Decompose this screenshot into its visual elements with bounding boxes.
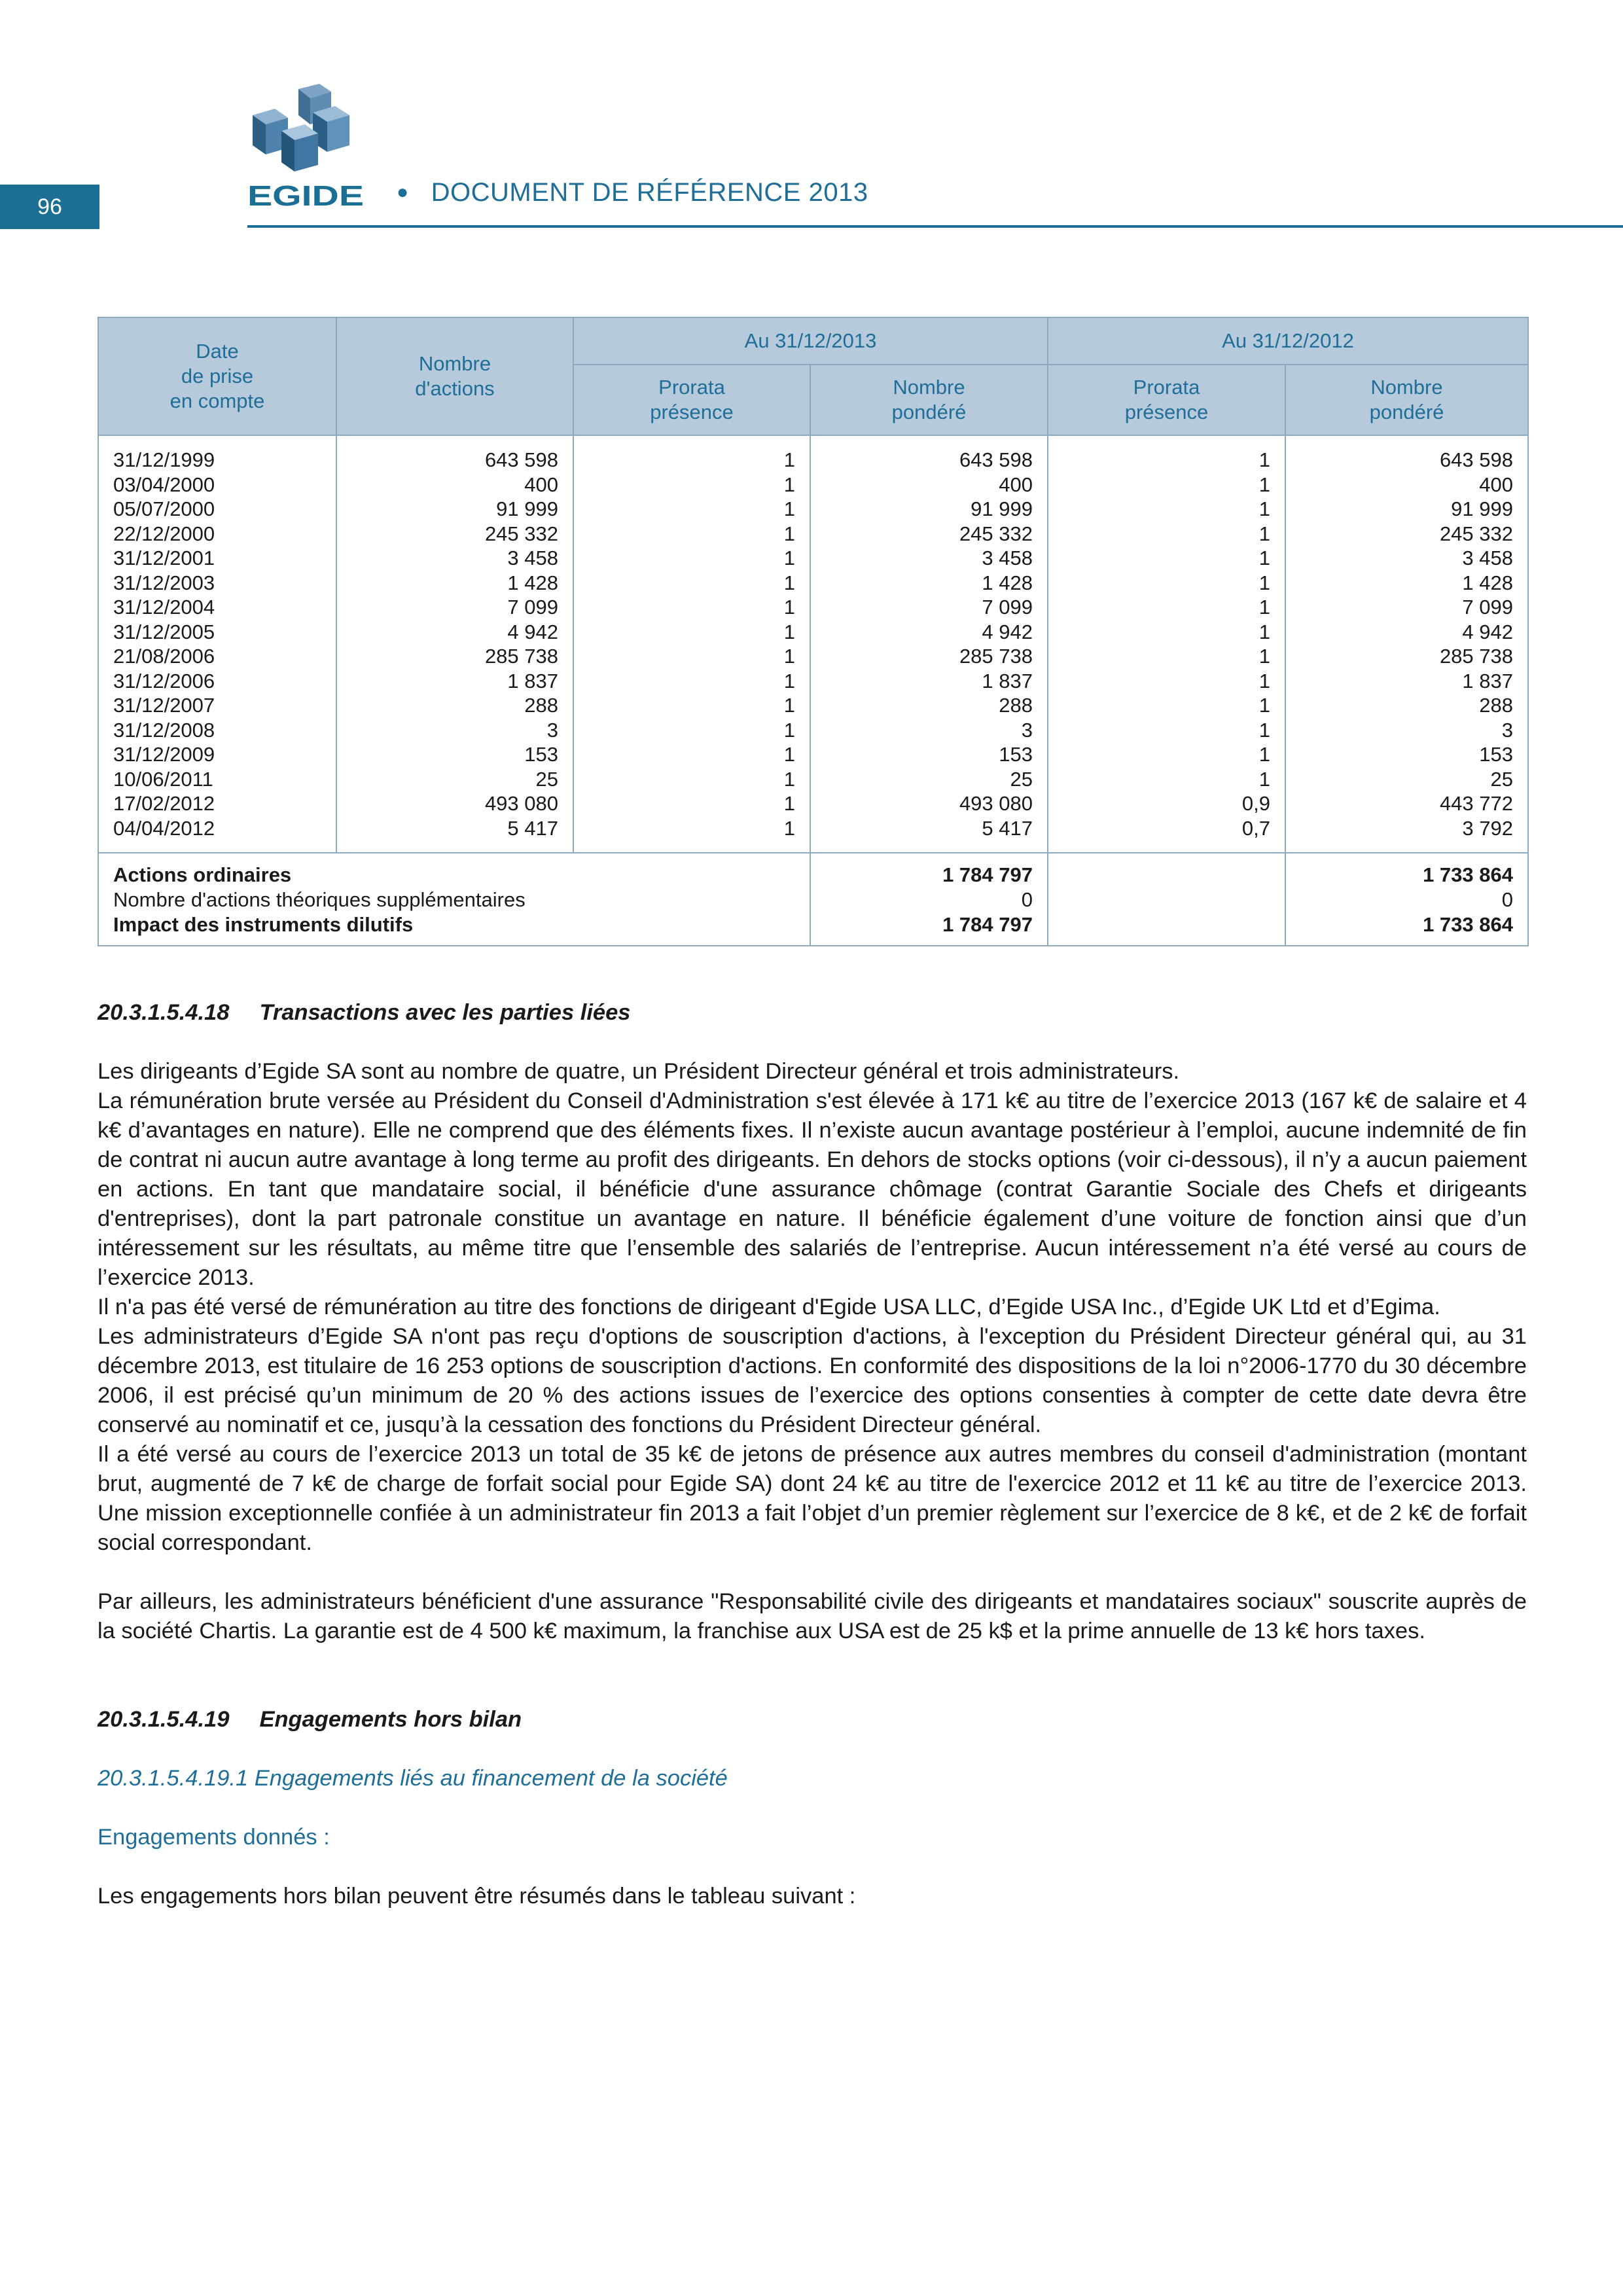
table-cell-p12: 1 [1258, 522, 1270, 545]
table-cell-date: 05/07/2000 [113, 497, 215, 520]
logo-wordmark: EGIDE [247, 180, 364, 208]
value-impact-2012: 1 733 864 [1423, 913, 1513, 936]
table-cell-p13: 1 [783, 497, 795, 520]
table-cell-n12: 3 [1501, 718, 1513, 742]
table-cell-p13: 1 [783, 718, 795, 742]
table-cell-p13: 1 [783, 816, 795, 840]
table-cell-p12: 1 [1258, 547, 1270, 569]
table-cell-n12: 91 999 [1451, 497, 1513, 520]
table-cell-p12: 1 [1258, 767, 1270, 791]
table-cell-date: 17/02/2012 [113, 792, 215, 815]
header-prorata-2012: Prorata présence [1048, 365, 1285, 435]
table-cell-date: 03/04/2000 [113, 473, 215, 496]
summary-values-2013 [810, 853, 1048, 946]
table-cell-p13: 1 [783, 694, 795, 717]
table-cell-p13: 1 [783, 473, 795, 496]
table-cell-n12: 25 [1490, 767, 1513, 791]
table-cell-n13: 493 080 [959, 792, 1033, 815]
table-cell-p13: 1 [783, 522, 795, 545]
value-ordinaires-2013: 1 784 797 [942, 863, 1033, 886]
table-cell-n13: 245 332 [959, 522, 1033, 545]
paragraph: Il n'a pas été versé de rémunération au titre des fonctions de dirigeant d'Egide USA LLC, d’Egide USA Inc., d’Egide UK Ltd et d’Egima. [98, 1295, 1440, 1319]
label-impact-dilutifs: Impact des instruments dilutifs [113, 913, 414, 936]
paragraph: Les administrateurs d’Egide SA n'ont pas reçu d'options de souscription d'actions, à l'exception du Président Directeur général qui, au 31 décembre 2013, est titulaire de 16 253 options de souscription d'actions. En conformité des dispositions de la loi n°2006-1770 du 30 décembre 2006, il est précisé qu’un minimum de 20 % des actions issues de l’exercice des options consenties à compter de cette date devra être conservé au nominatif et ce, jusqu’à la cessation des fonctions du Président Directeur général. [98, 1324, 1527, 1437]
table-cell-p12: 1 [1258, 473, 1270, 496]
section-title-18: Transactions avec les parties liées [259, 1000, 631, 1025]
subsection-heading: 20.3.1.5.4.19.1 Engagements liés au financement de la société [98, 1766, 728, 1791]
label-actions-ordinaires: Actions ordinaires [113, 863, 292, 886]
column-pondere-2012 [1285, 435, 1528, 853]
table-cell-actions: 1 428 [507, 571, 558, 594]
table-cell-n13: 1 428 [982, 571, 1033, 594]
table-cell-actions: 285 738 [484, 645, 558, 668]
table-cell-date: 31/12/2009 [113, 743, 215, 766]
paragraph: Les engagements hors bilan peuvent être résumés dans le tableau suivant : [98, 1884, 856, 1909]
table-cell-date: 22/12/2000 [113, 522, 215, 545]
table-cell-p12: 1 [1258, 669, 1270, 692]
header-prorata-2013: Prorata présence [573, 365, 810, 435]
table-cell-n12: 3 458 [1462, 547, 1513, 569]
table-cell-p13: 1 [783, 547, 795, 569]
table-cell-n12: 285 738 [1439, 645, 1513, 668]
table-cell-actions: 288 [524, 694, 558, 717]
summary-labels [98, 853, 810, 946]
table-cell-p12: 1 [1258, 718, 1270, 742]
table-cell-n12: 443 772 [1439, 792, 1513, 815]
value-impact-2013: 1 784 797 [942, 913, 1033, 936]
table-cell-n12: 7 099 [1462, 596, 1513, 619]
table-cell-p12: 0,9 [1241, 792, 1270, 815]
table-cell-p13: 1 [783, 669, 795, 692]
table-cell-p12: 1 [1258, 448, 1270, 471]
table-cell-p12: 1 [1258, 620, 1270, 643]
table-cell-p12: 1 [1258, 571, 1270, 594]
column-dates [98, 435, 336, 853]
table-cell-actions: 4 942 [507, 620, 558, 643]
table-cell-n13: 1 837 [982, 669, 1033, 692]
table-cell-p12: 1 [1258, 596, 1270, 619]
summary-empty-cell [1048, 853, 1285, 946]
column-prorata-2012 [1048, 435, 1285, 853]
bullet-icon: ● [397, 181, 409, 203]
table-cell-n13: 3 [1021, 718, 1033, 742]
table-cell-p13: 1 [783, 792, 795, 815]
table-cell-date: 31/12/2001 [113, 547, 215, 569]
table-cell-actions: 1 837 [507, 669, 558, 692]
table-cell-actions: 153 [524, 743, 558, 766]
header-date: Date de prise en compte [98, 317, 336, 435]
table-cell-p12: 1 [1258, 645, 1270, 668]
header-pondere-2013: Nombre pondéré [810, 365, 1048, 435]
table-cell-n13: 400 [999, 473, 1033, 496]
engagements-donnes-label: Engagements donnés : [98, 1825, 330, 1850]
table-cell-actions: 493 080 [484, 792, 558, 815]
weighted-shares-table [98, 317, 1529, 946]
table-cell-p13: 1 [783, 620, 795, 643]
table-cell-actions: 3 [546, 718, 558, 742]
section-heading-18 [98, 998, 1527, 1028]
table-cell-actions: 643 598 [484, 448, 558, 471]
table-cell-p12: 0,7 [1241, 816, 1270, 840]
table-cell-n12: 153 [1479, 743, 1513, 766]
document-title-text: DOCUMENT DE RÉFÉRENCE 2013 [431, 178, 868, 207]
table-cell-n13: 3 458 [982, 547, 1033, 569]
summary-values-2012 [1285, 853, 1528, 946]
table-cell-n13: 91 999 [971, 497, 1033, 520]
table-cell-p12: 1 [1258, 497, 1270, 520]
table-cell-n12: 245 332 [1439, 522, 1513, 545]
value-theoriques-2013: 0 [1021, 888, 1033, 911]
paragraph: Par ailleurs, les administrateurs bénéficient d'une assurance "Responsabilité civile des dirigeants et mandataires sociaux" souscrite auprès de la société Chartis. La garantie est de 4 500 k€ maximum, la franchise aux USA est de 25 k$ et la prime annuelle de 13 k€ hors taxes. [98, 1589, 1527, 1643]
table-cell-n13: 285 738 [959, 645, 1033, 668]
table-cell-n12: 643 598 [1439, 448, 1513, 471]
section-number-18: 20.3.1.5.4.18 [98, 1000, 230, 1025]
header-group-2012: Au 31/12/2012 [1048, 317, 1528, 365]
table-cell-actions: 400 [524, 473, 558, 496]
table-cell-p13: 1 [783, 596, 795, 619]
table-cell-p13: 1 [783, 571, 795, 594]
column-actions [336, 435, 573, 853]
table-cell-actions: 91 999 [496, 497, 558, 520]
header-divider [247, 225, 1623, 228]
table-cell-date: 31/12/2003 [113, 571, 215, 594]
header-group-2013: Au 31/12/2013 [573, 317, 1048, 365]
column-prorata-2013 [573, 435, 810, 853]
table-cell-n12: 1 837 [1462, 669, 1513, 692]
page-number: 96 [0, 185, 99, 229]
table-cell-n12: 1 428 [1462, 571, 1513, 594]
table-cell-p12: 1 [1258, 694, 1270, 717]
table-cell-date: 04/04/2012 [113, 816, 215, 840]
table-cell-actions: 25 [535, 767, 558, 791]
table-cell-date: 31/12/2004 [113, 596, 215, 619]
body-text [98, 998, 1527, 1911]
paragraph: La rémunération brute versée au Président du Conseil d'Administration s'est élevée à 171 k€ au titre de l’exercice 2013 (167 k€ de salaire et 4 k€ d’avantages en nature). Elle ne comprend que des éléments fixes. Il n’existe aucun avantage postérieur à l’emploi, aucune indemnité de fin de contrat ni aucun autre avantage à long terme au profit des dirigeants. En dehors de stocks options (voir ci-dessous), il n’y a aucun paiement en actions. En tant que mandataire social, il bénéficie d'une assurance chômage (contrat Garantie Sociale des Chefs et dirigeants d'entreprises), dont la part patronale constitue un avantage en nature. Il bénéficie également d’une voiture de fonction ainsi que d’un intéressement sur les résultats, au même titre que l’ensemble des salariés de l’entreprise. Aucun intéressement n’a été versé au cours de l’exercice 2013. [98, 1088, 1527, 1290]
table-cell-p13: 1 [783, 448, 795, 471]
table-cell-n12: 4 942 [1462, 620, 1513, 643]
table-cell-date: 31/12/1999 [113, 448, 215, 471]
table-cell-n13: 288 [999, 694, 1033, 717]
section-title-19: Engagements hors bilan [259, 1707, 522, 1732]
table-cell-date: 31/12/2005 [113, 620, 215, 643]
value-ordinaires-2012: 1 733 864 [1423, 863, 1513, 886]
document-title [397, 178, 868, 207]
table-cell-actions: 3 458 [507, 547, 558, 569]
paragraph: Il a été versé au cours de l’exercice 2013 un total de 35 k€ de jetons de présence aux autres membres du conseil d'administration (montant brut, augmenté de 7 k€ de charge de forfait social pour Egide SA) dont 24 k€ au titre de l'exercice 2012 et 11 k€ au titre de l’exercice 2013. Une mission exceptionnelle confiée à un administrateur fin 2013 a fait l’objet d’un premier règlement sur l’exercice de 8 k€, et de 2 k€ de forfait social correspondant. [98, 1442, 1527, 1555]
table-cell-date: 31/12/2008 [113, 718, 215, 742]
section-heading-19 [98, 1705, 1527, 1734]
table-cell-actions: 5 417 [507, 816, 558, 840]
value-theoriques-2012: 0 [1501, 888, 1513, 911]
table-cell-n13: 25 [1010, 767, 1033, 791]
table-cell-n13: 643 598 [959, 448, 1033, 471]
table-cell-date: 21/08/2006 [113, 645, 215, 668]
table-cell-date: 31/12/2006 [113, 669, 215, 692]
table-cell-date: 31/12/2007 [113, 694, 215, 717]
table-cell-p13: 1 [783, 645, 795, 668]
paragraph: Les dirigeants d’Egide SA sont au nombre de quatre, un Président Directeur général et trois administrateurs. [98, 1059, 1180, 1084]
egide-logo [247, 84, 369, 208]
section-number-19: 20.3.1.5.4.19 [98, 1707, 230, 1732]
table-cell-p13: 1 [783, 767, 795, 791]
label-actions-theoriques: Nombre d'actions théoriques supplémentaires [113, 888, 526, 911]
table-cell-n13: 153 [999, 743, 1033, 766]
table-cell-p12: 1 [1258, 743, 1270, 766]
table-cell-n12: 3 792 [1462, 816, 1513, 840]
shares-table-container [98, 317, 1527, 946]
table-cell-n13: 4 942 [982, 620, 1033, 643]
header-pondere-2012: Nombre pondéré [1285, 365, 1528, 435]
table-cell-p13: 1 [783, 743, 795, 766]
table-cell-n12: 400 [1479, 473, 1513, 496]
header-actions: Nombre d'actions [336, 317, 573, 435]
table-cell-actions: 245 332 [484, 522, 558, 545]
table-cell-n13: 5 417 [982, 816, 1033, 840]
table-cell-date: 10/06/2011 [113, 767, 213, 791]
table-cell-actions: 7 099 [507, 596, 558, 619]
column-pondere-2013 [810, 435, 1048, 853]
table-cell-n12: 288 [1479, 694, 1513, 717]
table-cell-n13: 7 099 [982, 596, 1033, 619]
